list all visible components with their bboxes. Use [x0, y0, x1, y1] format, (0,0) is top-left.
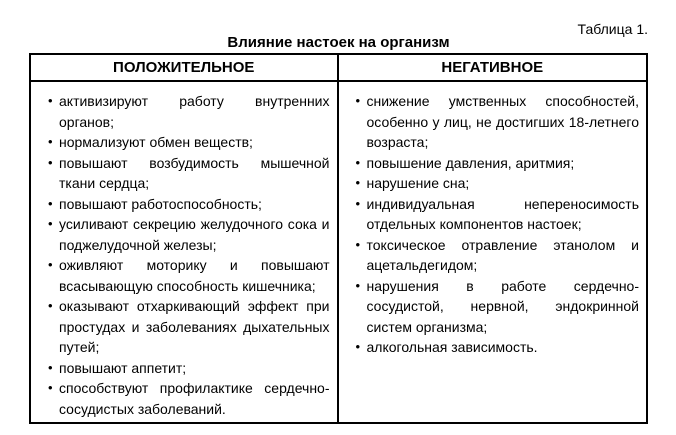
positive-list-item: • оказывают отхаркивающий эффект при простудах и заболеваниях дыхательных путей;	[48, 296, 330, 358]
positive-list-item: • усиливают секрецию желудочного сока и поджелудочной железы;	[48, 214, 330, 255]
negative-list-item: • индивидуальная непереносимость отдельных компонентов настоек;	[356, 194, 640, 235]
positive-list-item: • способствуют профилактике сердечно-сосудистых заболеваний.	[48, 378, 330, 419]
negative-list-item: • нарушения в работе сердечно-сосудистой, нервной, эндокринной систем организма;	[356, 276, 640, 338]
table-body-row	[31, 82, 646, 422]
positive-list-item: • повышают работоспособность;	[48, 194, 330, 215]
column-header-positive: ПОЛОЖИТЕЛЬНОЕ	[31, 55, 339, 80]
positive-list-item: • нормализуют обмен веществ;	[48, 132, 330, 153]
column-header-negative: НЕГАТИВНОЕ	[441, 59, 544, 76]
negative-column-cell	[339, 82, 647, 422]
table-title: Влияние настоек на организм	[227, 34, 450, 51]
positive-list-item: • оживляют моторику и повышают всасывающую способность кишечника;	[48, 255, 330, 296]
positive-list-item: • повышают аппетит;	[48, 358, 330, 379]
table-caption: Таблица 1.	[577, 21, 648, 37]
negative-list-item: • повышение давления, аритмия;	[356, 153, 640, 174]
negative-list-item: • токсическое отравление этанолом и ацетальдегидом;	[356, 235, 640, 276]
table-header-row	[31, 55, 646, 82]
negative-list-item: • нарушение сна;	[356, 173, 640, 194]
positive-list-item: • активизируют работу внутренних органов;	[48, 91, 330, 132]
positive-list-item: • повышают возбудимость мышечной ткани сердца;	[48, 153, 330, 194]
influence-table	[29, 53, 648, 424]
negative-list-item: • снижение умственных способностей, особенно у лиц, не достигших 18-летнего возраста;	[356, 91, 640, 153]
negative-list-item: • алкогольная зависимость.	[356, 337, 640, 358]
positive-column-cell	[31, 82, 339, 422]
